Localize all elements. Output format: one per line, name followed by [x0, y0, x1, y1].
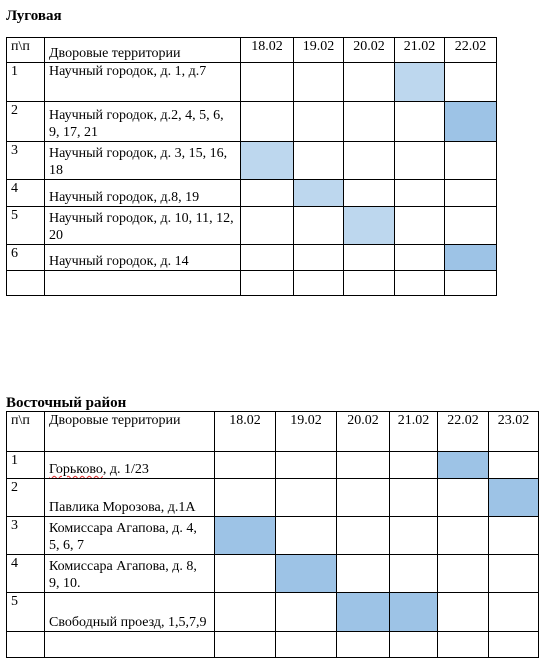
row-number: 4: [7, 180, 45, 207]
schedule-cell: [276, 479, 337, 517]
scheduled-cell: [241, 142, 294, 180]
schedule-cell: [344, 245, 395, 271]
schedule-cell: [438, 632, 489, 658]
header-date: 20.02: [337, 412, 390, 452]
schedule-cell: [241, 271, 294, 296]
scheduled-cell: [390, 593, 438, 632]
territory-name: Научный городок, д.2, 4, 5, 6, 9, 17, 21: [45, 102, 241, 142]
table-body: [7, 412, 539, 658]
table-row: [7, 517, 539, 555]
row-number: 2: [7, 479, 45, 517]
schedule-cell: [445, 63, 497, 102]
row-number: 4: [7, 555, 45, 593]
table-header-row: [7, 38, 497, 63]
territory-name-text: Комиссара Агапова, д. 8, 9, 10.: [49, 559, 197, 591]
schedule-cell: [445, 142, 497, 180]
schedule-cell: [445, 271, 497, 296]
scheduled-cell: [276, 555, 337, 593]
schedule-cell: [344, 180, 395, 207]
row-number: 1: [7, 452, 45, 479]
schedule-cell: [390, 555, 438, 593]
table-body: [7, 38, 497, 296]
schedule-table-lugovaya: [6, 37, 497, 296]
header-date: 19.02: [276, 412, 337, 452]
schedule-cell: [294, 63, 344, 102]
header-date: 23.02: [489, 412, 539, 452]
schedule-cell: [438, 479, 489, 517]
schedule-cell: [294, 142, 344, 180]
table-row: [7, 180, 497, 207]
schedule-cell: [344, 142, 395, 180]
schedule-cell: [438, 517, 489, 555]
schedule-cell: [241, 63, 294, 102]
schedule-cell: [294, 102, 344, 142]
schedule-cell: [276, 517, 337, 555]
schedule-cell: [337, 479, 390, 517]
schedule-cell: [489, 593, 539, 632]
scheduled-cell: [489, 479, 539, 517]
scheduled-cell: [294, 180, 344, 207]
schedule-cell: [241, 207, 294, 245]
schedule-cell: [395, 271, 445, 296]
scheduled-cell: [337, 593, 390, 632]
territory-name: [45, 452, 215, 479]
row-number: 1: [7, 63, 45, 102]
header-date: 20.02: [344, 38, 395, 63]
schedule-cell: [489, 632, 539, 658]
row-number: 3: [7, 142, 45, 180]
territory-name: [45, 479, 215, 517]
territory-name-text: Павлика Морозова, д.1А: [49, 500, 196, 515]
row-number: 6: [7, 245, 45, 271]
scheduled-cell: [445, 102, 497, 142]
header-num: п\п: [7, 412, 45, 452]
schedule-cell: [438, 593, 489, 632]
table-header-row: [7, 412, 539, 452]
schedule-cell: [276, 452, 337, 479]
header-date: 18.02: [215, 412, 276, 452]
table-row: [7, 63, 497, 102]
schedule-cell: [294, 207, 344, 245]
header-date: 22.02: [445, 38, 497, 63]
table-row: [7, 102, 497, 142]
schedule-cell: [241, 180, 294, 207]
schedule-cell: [390, 452, 438, 479]
schedule-cell: [390, 632, 438, 658]
territory-name-text: Свободный проезд, 1,5,7,9: [49, 615, 207, 630]
table-row: [7, 479, 539, 517]
table-row: [7, 142, 497, 180]
territory-name: [45, 517, 215, 555]
table-row: [7, 452, 539, 479]
schedule-cell: [337, 452, 390, 479]
schedule-cell: [215, 479, 276, 517]
territory-name: [45, 555, 215, 593]
table-row: [7, 245, 497, 271]
schedule-cell: [438, 555, 489, 593]
schedule-cell: [395, 142, 445, 180]
territory-name: [45, 271, 241, 296]
row-number: 5: [7, 593, 45, 632]
table-row: [7, 555, 539, 593]
schedule-cell: [337, 632, 390, 658]
scheduled-cell: [445, 245, 497, 271]
territory-name: Научный городок, д. 3, 15, 16, 18: [45, 142, 241, 180]
header-territories: Дворовые территории: [45, 38, 241, 63]
territory-name: Научный городок, д. 14: [45, 245, 241, 271]
table-row: [7, 593, 539, 632]
row-number: [7, 632, 45, 658]
schedule-cell: [390, 517, 438, 555]
schedule-cell: [390, 479, 438, 517]
territory-name: Научный городок, д.8, 19: [45, 180, 241, 207]
schedule-cell: [395, 207, 445, 245]
schedule-cell: [344, 63, 395, 102]
header-date: 18.02: [241, 38, 294, 63]
territory-name: [45, 593, 215, 632]
schedule-cell: [489, 452, 539, 479]
row-number: 3: [7, 517, 45, 555]
schedule-cell: [337, 517, 390, 555]
row-number: 2: [7, 102, 45, 142]
header-date: 21.02: [390, 412, 438, 452]
schedule-cell: [276, 632, 337, 658]
territory-name-text: Комиссара Агапова, д. 4, 5, 6, 7: [49, 521, 197, 553]
schedule-cell: [489, 555, 539, 593]
schedule-cell: [276, 593, 337, 632]
schedule-cell: [294, 245, 344, 271]
schedule-cell: [294, 271, 344, 296]
schedule-cell: [215, 593, 276, 632]
header-date: 21.02: [395, 38, 445, 63]
scheduled-cell: [344, 207, 395, 245]
scheduled-cell: [215, 517, 276, 555]
table-row: [7, 271, 497, 296]
schedule-cell: [241, 245, 294, 271]
schedule-cell: [489, 517, 539, 555]
row-number: 5: [7, 207, 45, 245]
schedule-table-vostochny: [6, 411, 539, 658]
table-row: [7, 632, 539, 658]
schedule-cell: [395, 180, 445, 207]
schedule-cell: [215, 632, 276, 658]
header-date: 22.02: [438, 412, 489, 452]
schedule-cell: [215, 452, 276, 479]
schedule-cell: [445, 180, 497, 207]
header-num: п\п: [7, 38, 45, 63]
row-number: [7, 271, 45, 296]
scheduled-cell: [438, 452, 489, 479]
schedule-cell: [215, 555, 276, 593]
table-row: [7, 207, 497, 245]
section-title-vostochny: Восточный район: [6, 395, 127, 411]
territory-name: Научный городок, д. 1, д.7: [45, 63, 241, 102]
territory-name: Научный городок, д. 10, 11, 12, 20: [45, 207, 241, 245]
schedule-cell: [344, 271, 395, 296]
schedule-cell: [395, 245, 445, 271]
territory-name-suffix: , д. 1/23: [102, 462, 149, 477]
schedule-cell: [337, 555, 390, 593]
header-date: 19.02: [294, 38, 344, 63]
header-territories: Дворовые территории: [45, 412, 215, 452]
spellcheck-underlined-text: Горьково: [49, 462, 103, 477]
schedule-cell: [445, 207, 497, 245]
schedule-cell: [395, 102, 445, 142]
schedule-cell: [241, 102, 294, 142]
section-title-lugovaya: Луговая: [6, 8, 62, 24]
schedule-cell: [344, 102, 395, 142]
territory-name: [45, 632, 215, 658]
scheduled-cell: [395, 63, 445, 102]
